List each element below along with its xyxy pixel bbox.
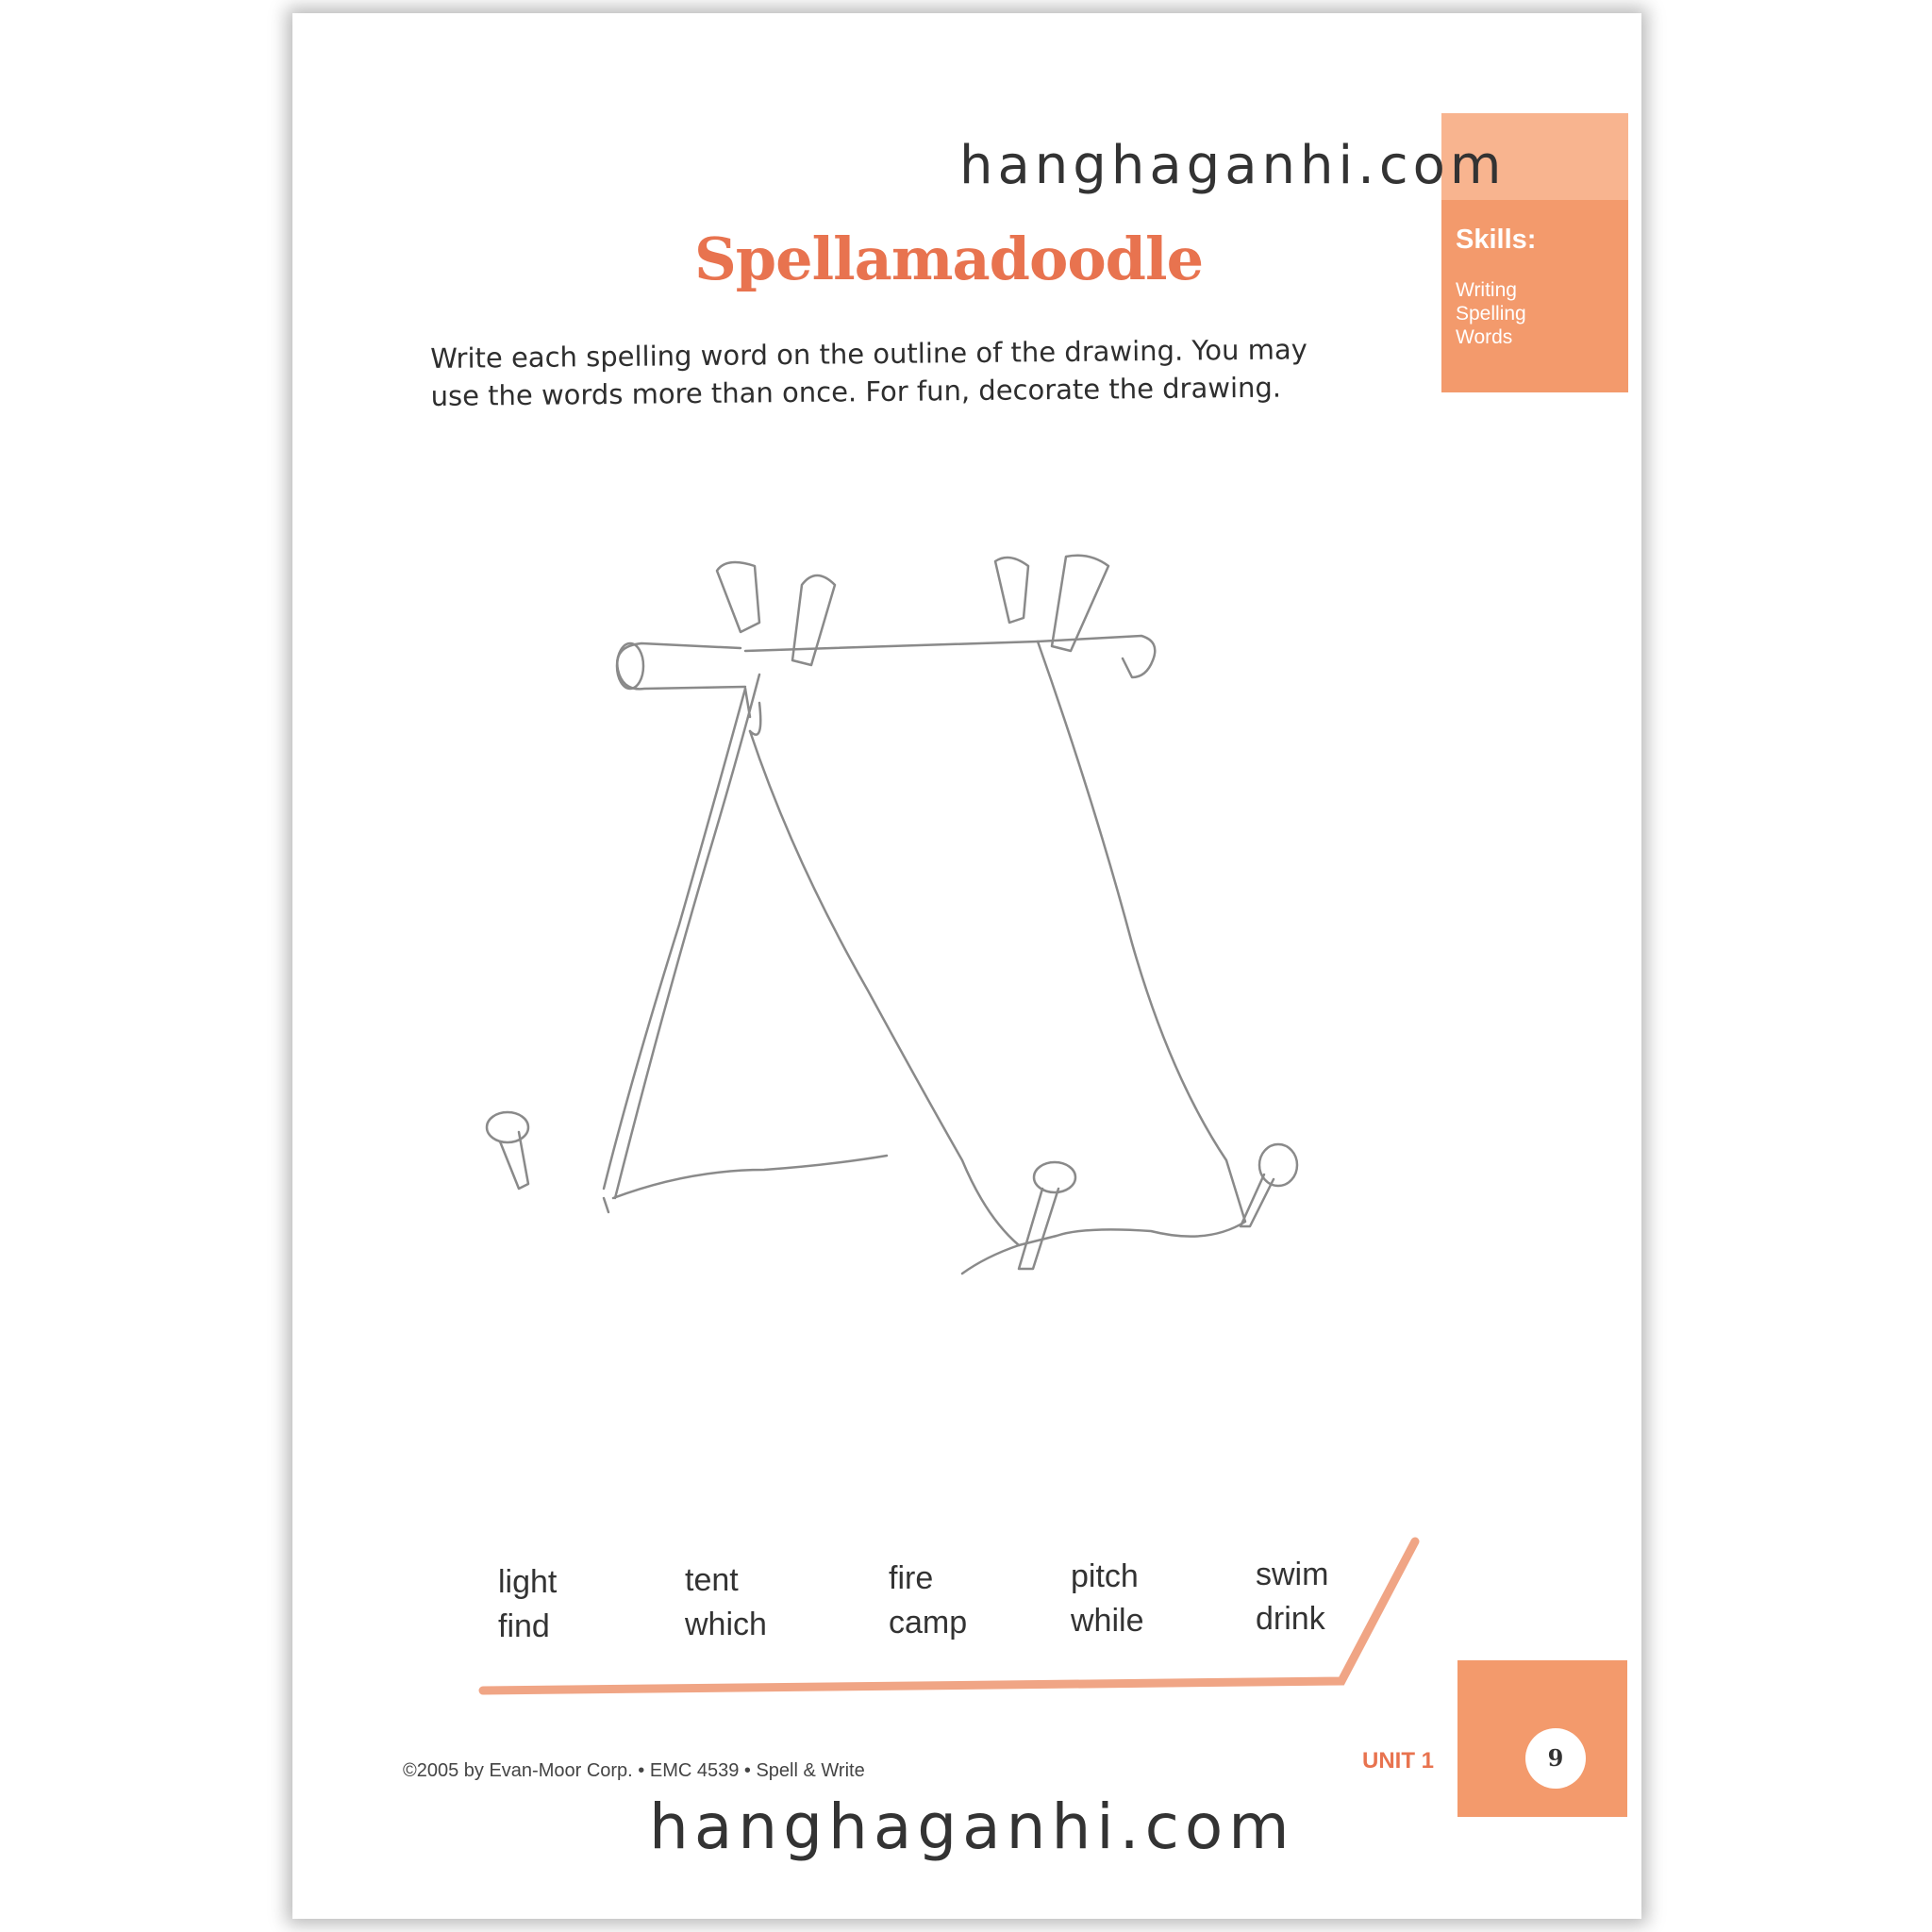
word-item: while <box>1071 1603 1144 1639</box>
instructions-line-1: Write each spelling word on the outline of the drawing. You may <box>430 333 1307 375</box>
skills-item-writing: Writing <box>1456 279 1517 301</box>
page-title: Spellamadoodle <box>694 225 1204 293</box>
word-item: which <box>685 1607 767 1642</box>
word-item: tent <box>685 1562 739 1598</box>
instructions-line-2: use the words more than once. For fun, decorate the drawing. <box>430 371 1282 412</box>
word-item: drink <box>1256 1601 1325 1637</box>
skills-title: Skills: <box>1456 225 1537 255</box>
skills-item-spelling: Spelling <box>1456 303 1526 325</box>
word-item: camp <box>889 1605 968 1641</box>
copyright-text: ©2005 by Evan-Moor Corp. • EMC 4539 • Spell & Write <box>403 1760 865 1781</box>
skills-item-words: Words <box>1456 326 1513 348</box>
word-item: find <box>498 1608 550 1644</box>
skills-list <box>1456 278 1526 349</box>
page-number: 9 <box>1525 1728 1586 1789</box>
instructions <box>430 330 1374 415</box>
word-item: swim <box>1256 1557 1329 1592</box>
tent-icon <box>472 547 1321 1321</box>
word-item: pitch <box>1071 1558 1139 1594</box>
unit-label: UNIT 1 <box>1362 1748 1435 1774</box>
word-bank <box>491 1557 1396 1674</box>
word-item: light <box>498 1564 558 1600</box>
watermark-bottom: hanghaganhi.com <box>649 1790 1295 1863</box>
word-item: fire <box>889 1560 934 1596</box>
watermark-top: hanghaganhi.com <box>959 135 1507 196</box>
